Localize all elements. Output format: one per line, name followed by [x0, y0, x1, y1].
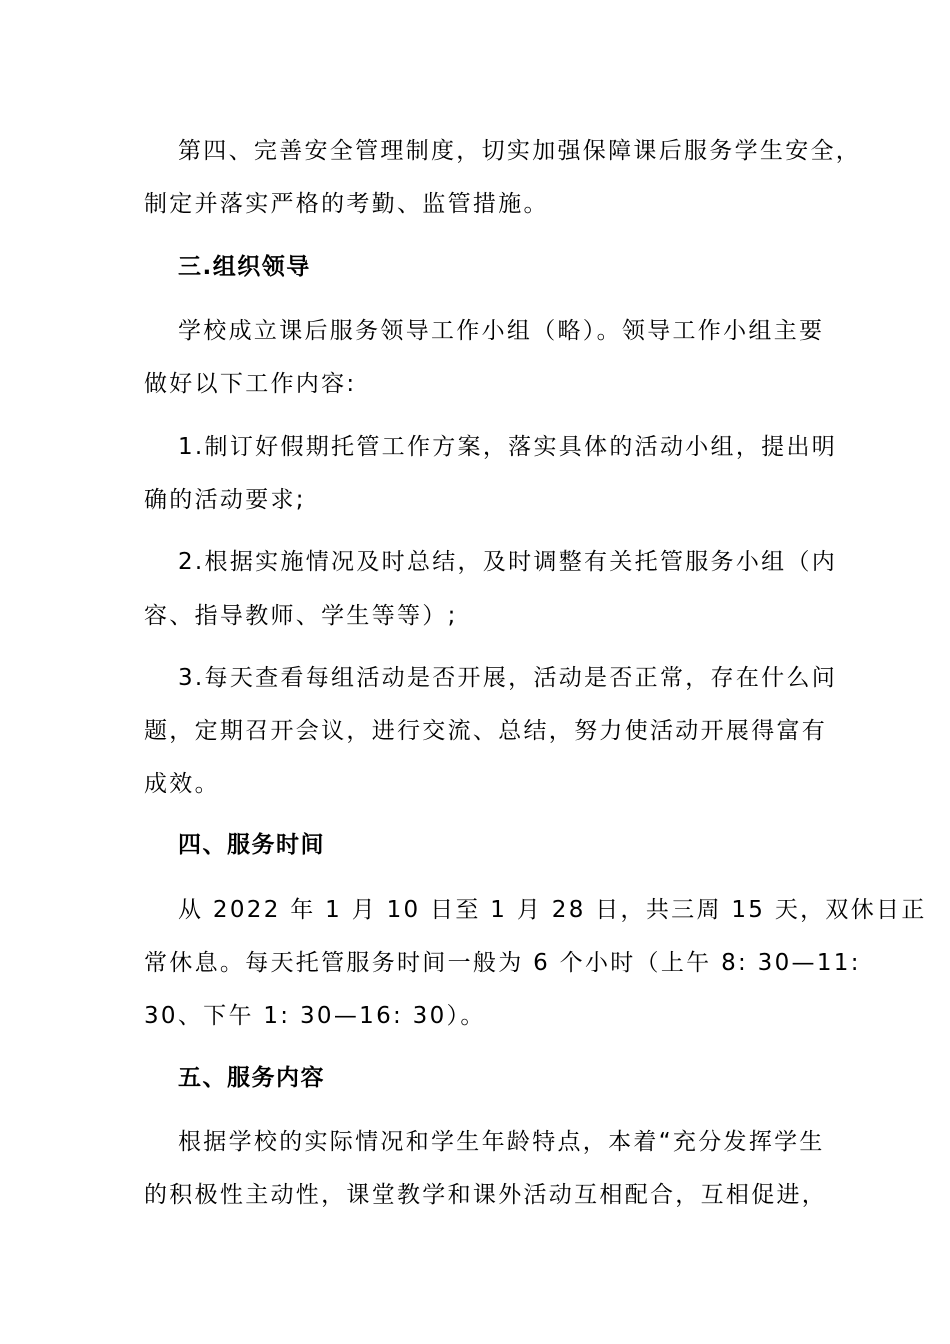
list-item-line: 容、指导教师、学生等等）; — [144, 603, 458, 629]
section-heading: 三.组织领导 — [178, 254, 311, 280]
list-item-line: 1.制订好假期托管工作方案，落实具体的活动小组，提出明 — [178, 434, 838, 460]
paragraph-line: 制定并落实严格的考勤、监管措施。 — [144, 191, 549, 217]
paragraph-line: 30、下午 1: 30—16: 30）。 — [144, 1003, 486, 1029]
section-heading: 四、服务时间 — [178, 832, 325, 858]
list-item-line: 2.根据实施情况及时总结，及时调整有关托管服务小组（内 — [178, 549, 838, 575]
paragraph-line: 根据学校的实际情况和学生年龄特点，本着“充分发挥学生 — [178, 1129, 825, 1155]
list-item-line: 确的活动要求; — [144, 487, 306, 513]
paragraph-line: 从 2022 年 1 月 10 日至 1 月 28 日，共三周 15 天，双休日正 — [178, 897, 927, 923]
list-item-line: 题，定期召开会议，进行交流、总结，努力使活动开展得富有 — [144, 718, 828, 744]
paragraph-line: 的积极性主动性，课堂教学和课外活动互相配合，互相促进， — [144, 1182, 828, 1208]
paragraph-line: 学校成立课后服务领导工作小组（略）。领导工作小组主要 — [178, 318, 825, 344]
list-item-line: 成效。 — [144, 771, 220, 797]
paragraph-line: 常休息。每天托管服务时间一般为 6 个小时（上午 8: 30—11: — [144, 950, 861, 976]
paragraph-line: 第四、完善安全管理制度，切实加强保障课后服务学生安全， — [178, 138, 862, 164]
paragraph-line: 做好以下工作内容: — [144, 371, 357, 397]
list-item-line: 3.每天查看每组活动是否开展，活动是否正常，存在什么问 — [178, 665, 838, 691]
section-heading: 五、服务内容 — [178, 1065, 325, 1091]
